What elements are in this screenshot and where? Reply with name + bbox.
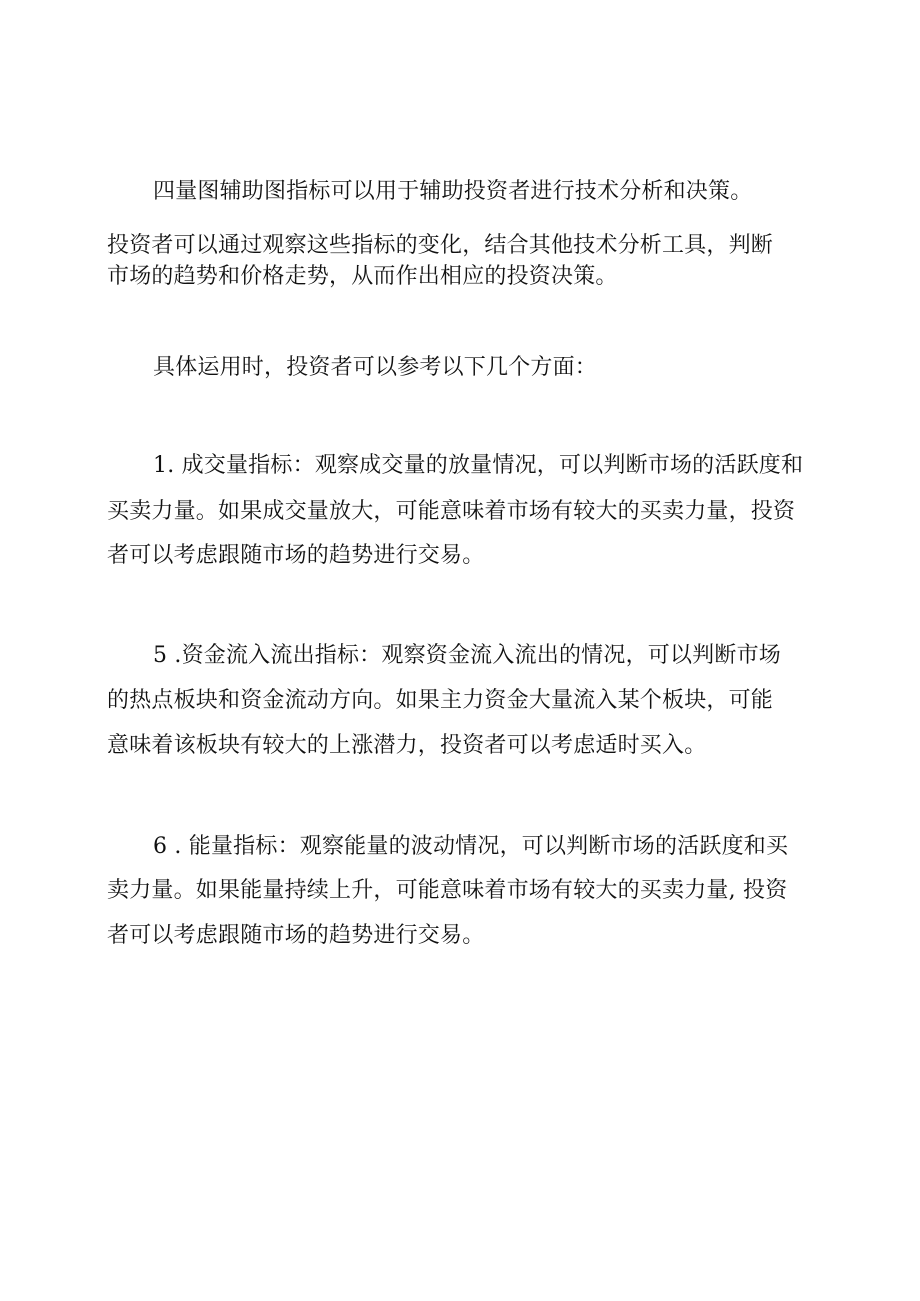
list-item-5-line-2: 的热点板块和资金流动方向。如果主力资金大量流入某个板块，可能: [107, 688, 774, 713]
list-item-6-line-2: 卖力量。如果能量持续上升，可能意味着市场有较大的买卖力量, 投资: [107, 878, 788, 903]
list-item-6-line-3: 者可以考虑跟随市场的趋势进行交易。: [107, 923, 485, 948]
paragraph-2-line-1: 投资者可以通过观察这些指标的变化，结合其他技术分析工具，判断: [107, 233, 774, 258]
paragraph-1-line-1: 四量图辅助图指标可以用于辅助投资者进行技术分析和决策。: [153, 179, 753, 204]
list-item-1-line-2: 买卖力量。如果成交量放大，可能意味着市场有较大的买卖力量，投资: [107, 499, 796, 524]
list-item-5-line-3: 意味着该板块有较大的上涨潜力，投资者可以考虑适时买入。: [107, 733, 707, 758]
list-item-6-line-1: 6 . 能量指标：观察能量的波动情况，可以判断市场的活跃度和买: [153, 834, 789, 859]
list-item-1-line-1: 1. 成交量指标：观察成交量的放量情况，可以判断市场的活跃度和: [153, 453, 804, 478]
list-item-5-line-1: 5 .资金流入流出指标：观察资金流入流出的情况，可以判断市场: [153, 643, 781, 668]
paragraph-3-line-1: 具体运用时，投资者可以参考以下几个方面：: [153, 355, 598, 380]
list-item-1-line-3: 者可以考虑跟随市场的趋势进行交易。: [107, 543, 485, 568]
paragraph-2-line-2: 市场的趋势和价格走势，从而作出相应的投资决策。: [107, 264, 618, 289]
